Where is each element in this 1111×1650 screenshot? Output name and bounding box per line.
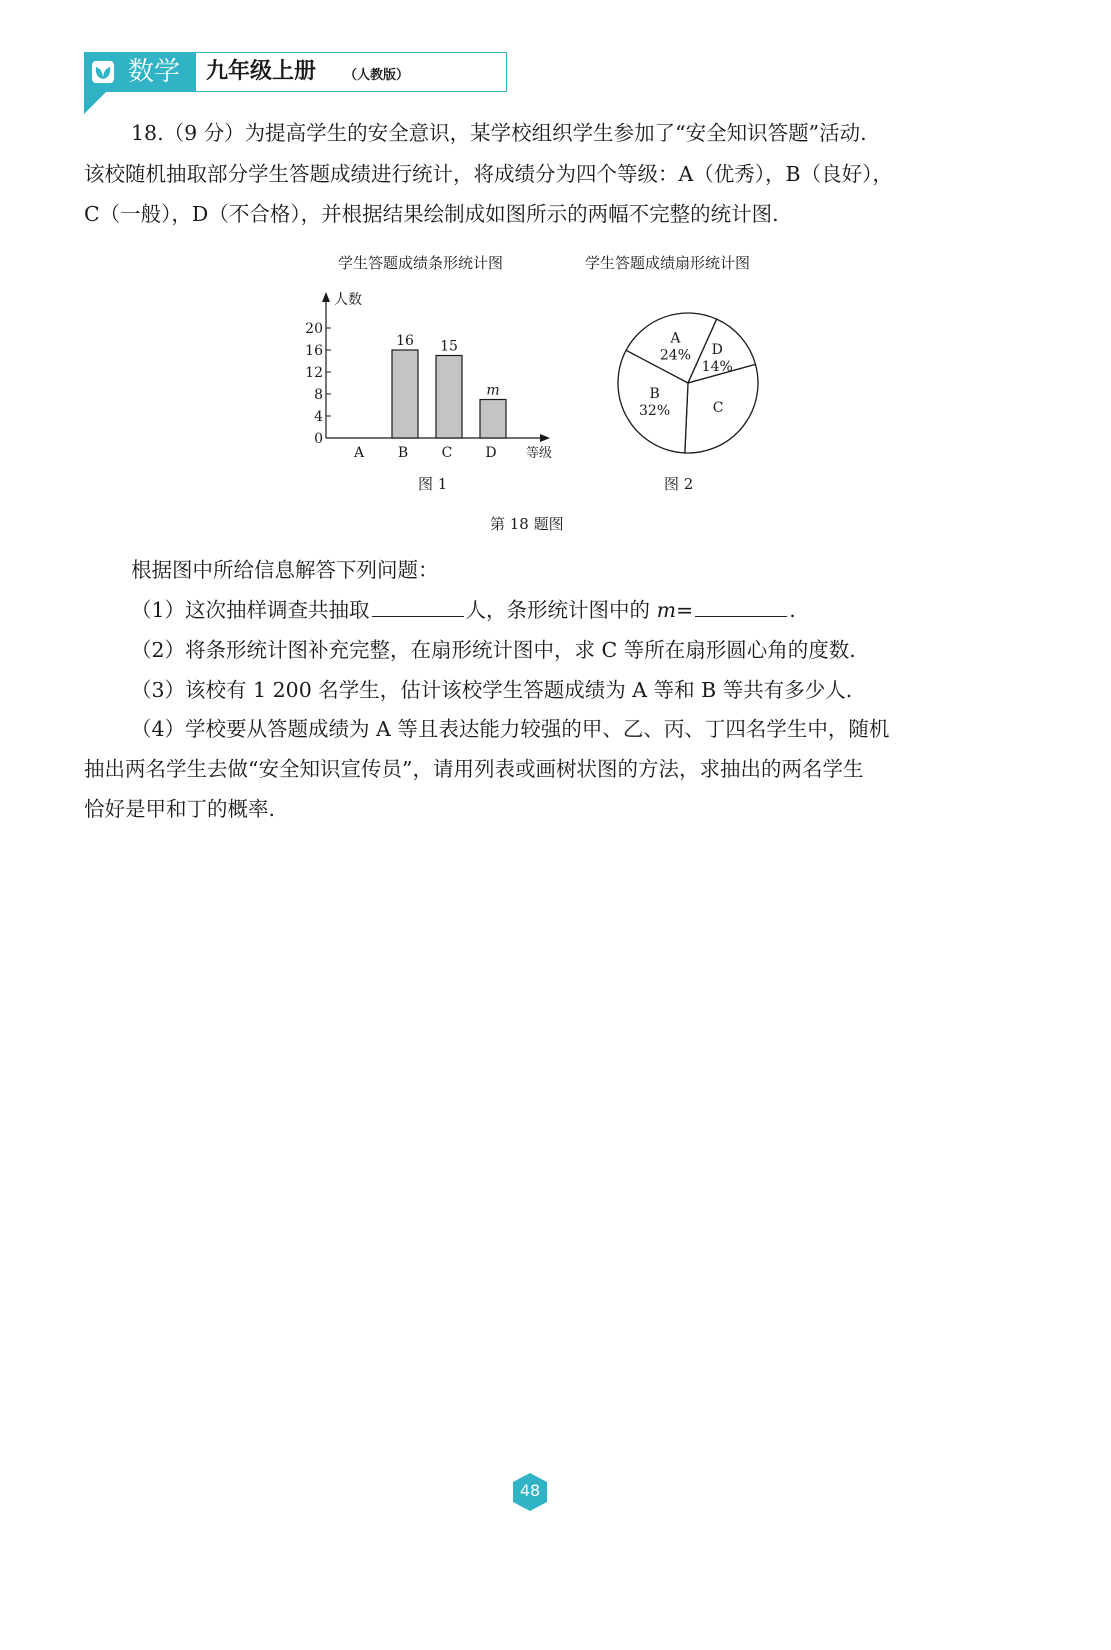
pie-chart-caption: 图 2 bbox=[664, 475, 694, 493]
pie-label-D: D bbox=[711, 341, 723, 358]
data-label-D: m bbox=[486, 382, 500, 399]
question-1 bbox=[131, 595, 796, 625]
pie-percent-B: 32% bbox=[639, 403, 671, 420]
x-tick-label: A bbox=[353, 445, 365, 461]
problem-line-1: 18.（9 分）为提高学生的安全意识，某学校组织学生参加了“安全知识答题”活动. bbox=[131, 121, 867, 145]
figure-caption: 第 18 题图 bbox=[490, 515, 564, 533]
edition-label: （人教版） bbox=[344, 68, 410, 83]
y-axis-arrow bbox=[322, 292, 330, 302]
problem-line-2: 该校随机抽取部分学生答题成绩进行统计，将成绩分为四个等级：A（优秀），B（良好）， bbox=[84, 162, 893, 186]
bar-D bbox=[480, 400, 506, 439]
problem-line-3: C（一般），D（不合格），并根据结果绘制成如图所示的两幅不完整的统计图. bbox=[84, 202, 779, 226]
pie-label-B: B bbox=[649, 386, 660, 403]
x-tick-label: C bbox=[441, 445, 453, 461]
subject-label: 数学 bbox=[128, 57, 181, 87]
data-label-C: 15 bbox=[440, 338, 458, 355]
pie-chart-title: 学生答题成绩扇形统计图 bbox=[585, 254, 751, 272]
question-3: （3）该校有 1 200 名学生，估计该校学生答题成绩为 A 等和 B 等共有多少人. bbox=[131, 678, 853, 702]
question-4-line-2: 抽出两名学生去做“安全知识宣传员”，请用列表或画树状图的方法，求抽出的两名学生 bbox=[84, 757, 864, 781]
bar-B bbox=[392, 350, 418, 438]
question-2: （2）将条形统计图补充完整，在扇形统计图中，求 C 等所在扇形圆心角的度数. bbox=[131, 638, 856, 662]
y-axis-label: 人数 bbox=[334, 292, 362, 308]
y-tick-label: 8 bbox=[314, 387, 323, 403]
pie-label-A: A bbox=[670, 330, 681, 347]
q1-equals: = bbox=[676, 598, 694, 622]
subject-tab bbox=[84, 52, 196, 92]
x-axis-arrow bbox=[540, 434, 550, 442]
y-tick-label: 16 bbox=[305, 343, 323, 359]
figure bbox=[300, 245, 800, 545]
x-axis-label: 等级 bbox=[526, 446, 553, 461]
x-tick-label: B bbox=[397, 445, 409, 461]
questions-intro: 根据图中所给信息解答下列问题： bbox=[131, 558, 439, 582]
pie-percent-D: 14% bbox=[701, 358, 733, 375]
y-tick-label: 20 bbox=[305, 321, 323, 337]
answer-blank-1 bbox=[372, 598, 464, 617]
q1-text-b: 人，条形统计图中的 bbox=[465, 598, 651, 622]
grade-label: 九年级上册 bbox=[206, 59, 317, 84]
data-label-B: 16 bbox=[396, 333, 414, 349]
grade-box bbox=[196, 52, 507, 92]
page-number: 48 bbox=[519, 1481, 541, 1500]
pie-percent-A: 24% bbox=[659, 347, 692, 364]
answer-blank-2 bbox=[695, 598, 787, 617]
x-tick-label: D bbox=[485, 445, 497, 461]
y-tick-label: 12 bbox=[305, 365, 323, 381]
question-4-line-3: 恰好是甲和丁的概率. bbox=[84, 797, 276, 821]
page-number-badge bbox=[512, 1473, 548, 1511]
y-tick-label: 0 bbox=[314, 431, 323, 447]
q1-text-a: （1）这次抽样调查共抽取 bbox=[131, 598, 370, 622]
q1-variable: m bbox=[656, 598, 677, 622]
y-tick-label: 4 bbox=[314, 409, 323, 425]
bar-C bbox=[436, 356, 462, 439]
question-4-line-1: （4）学校要从答题成绩为 A 等且表达能力较强的甲、乙、丙、丁四名学生中，随机 bbox=[131, 717, 890, 741]
pie-label-C: C bbox=[712, 400, 724, 417]
pie-chart bbox=[590, 285, 790, 485]
q1-end: . bbox=[789, 598, 796, 622]
bar-chart-caption: 图 1 bbox=[418, 475, 448, 493]
leaf-icon bbox=[92, 61, 114, 83]
bar-chart-title: 学生答题成绩条形统计图 bbox=[338, 254, 504, 272]
header-corner bbox=[84, 92, 106, 114]
